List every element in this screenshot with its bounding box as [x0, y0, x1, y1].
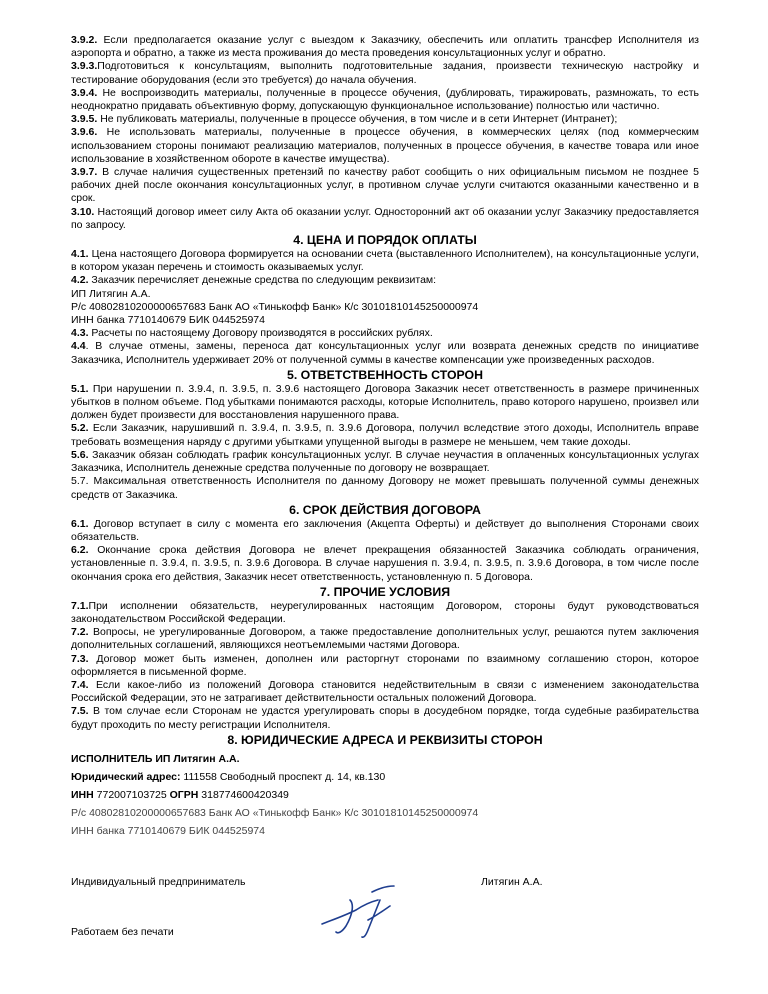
clause-number: 5.6. — [71, 448, 89, 461]
clause-paragraph — [71, 248, 699, 274]
clause-text: . В случае отмены, замены, переноса дат консультационных услуг или возврата денежных средств по инициативе Заказчика, Исполнитель удерживает 20% от полученной суммы в качестве компенсации уже произведенных расходов. — [71, 340, 699, 366]
clause-paragraph — [71, 383, 699, 423]
clause-paragraph — [71, 206, 699, 232]
clause-text: Договор вступает в силу с момента его заключения (Акцепта Оферты) и действует до выполнения Сторонами своих обязательств. — [71, 517, 699, 543]
clause-text: При нарушении п. 3.9.4, п. 3.9.5, п. 3.9.6 настоящего Договора Заказчик несет ответственность в размере причиненных убытков в полном объеме. Под убытками понимаются расходы, которые Исполнитель, право которого нарушено, произвел или должен будет произвести для восстановления нарушенного права. — [71, 382, 699, 422]
clause-text: В случае наличия существенных претензий по качеству работ сообщить о них официальным письмом не позднее 5 рабочих дней после окончания консультационных услуг, в противном случае услуги считаются оказанными качественно и в срок. — [71, 166, 699, 205]
clause-text: Если какое-либо из положений Договора становится недействительным в связи с изменением законодательства Российской Федерации, это не затрагивает действительности остальных положений Договора. — [71, 678, 699, 705]
clause-paragraph — [71, 34, 699, 60]
handwritten-signature — [320, 880, 405, 940]
clause-text: Договор может быть изменен, дополнен или расторгнут сторонами по взаимному соглашению сторон, которое оформляется в письменной форме. — [71, 652, 699, 678]
clause-number: 7.1. — [71, 599, 89, 612]
clause-text: 5.7. Максимальная ответственность Исполнителя по данному Договору не может превышать полученной суммы денежных средств от Заказчика. — [71, 475, 699, 501]
clause-paragraph — [71, 544, 699, 584]
clause-text: Подготовиться к консультациям, выполнить подготовительные задания, произвести техническую настройку и тестирование оборудования (если это требуется) до начала обучения. — [71, 60, 699, 86]
signer-name: Литягин А.А. — [481, 876, 543, 888]
clause-number: 4.1. — [71, 248, 89, 261]
bank-detail-line: Р/с 40802810200000657683 Банк АО «Тинькофф Банк» К/с 30101810145250000974 — [71, 300, 479, 313]
clause-number: 6.1. — [71, 517, 89, 530]
clause-number: 4.4 — [71, 340, 86, 353]
clause-number: 7.3. — [71, 652, 89, 665]
bank-account: Р/с 40802810200000657683 Банк АО «Тинькофф Банк» К/с 30101810145250000974 — [71, 806, 479, 819]
clause-text: Настоящий договор имеет силу Акта об оказании услуг. Односторонний акт об оказании услуг Заказчику предоставляется по запросу. — [71, 205, 699, 231]
clause-text: Если Заказчик, нарушивший п. 3.9.4, п. 3.9.5, п. 3.9.6 Договора, получил вследствие этого доходы, Исполнитель вправе требовать возмещения наряду с другими убытками упущенной выгоды в размере не меньшем, чем такие доходы. — [71, 422, 699, 448]
executor-requisites — [71, 750, 699, 840]
clause-number: 3.9.5. — [71, 113, 98, 126]
clause-paragraph — [71, 327, 699, 340]
clause-paragraph — [71, 626, 699, 652]
clause-number: 3.9.6. — [71, 126, 98, 139]
clause-number: 3.10. — [71, 205, 95, 218]
clause-paragraph — [71, 340, 699, 366]
section-heading: 8. ЮРИДИЧЕСКИЕ АДРЕСА И РЕКВИЗИТЫ СТОРОН — [227, 732, 543, 747]
clause-paragraph — [71, 679, 699, 705]
clause-number: 3.9.3. — [71, 60, 98, 73]
clause-number: 4.2. — [71, 274, 89, 287]
clause-text: Если предполагается оказание услуг с выездом к Заказчику, обеспечить или оплатить трансфер Исполнителя из аэропорта и обратно, а также из места проживания до места проведения консультационных услуг и обратно. — [71, 34, 699, 60]
clause-paragraph — [71, 422, 699, 448]
clause-number: 3.9.7. — [71, 166, 98, 179]
clause-paragraph — [71, 166, 699, 206]
clause-paragraph — [71, 126, 699, 166]
clause-paragraph — [71, 60, 699, 86]
clause-text: Не использовать материалы, полученные в процессе обучения, в коммерческих целях (под коммерческим использованием стороны понимают реализацию материалов, полученных в процессе обучения, в качестве товара или иное использование в хозяйственном обороте в качестве имущества). — [71, 126, 699, 165]
clause-number: 3.9.2. — [71, 34, 98, 46]
clause-number: 7.2. — [71, 626, 89, 639]
clause-text: Заказчик обязан соблюдать график консультационных услуг. В случае неучастия в оплаченных консультационных услугах Заказчика, Исполнитель денежные средства полученные по договору не возвращает. — [71, 448, 699, 475]
executor-title: ИСПОЛНИТЕЛЬ ИП Литягин А.А. — [71, 752, 240, 765]
clause-text: Цена настоящего Договора формируется на основании счета (выставленного Исполнителем), на консультационные услуги, в котором указан перечень и стоимость оказываемых услуг. — [71, 248, 699, 274]
section-heading: 6. СРОК ДЕЙСТВИЯ ДОГОВОРА — [289, 502, 481, 517]
clause-paragraph — [71, 705, 699, 731]
bank-detail-line: ИП Литягин А.А. — [71, 287, 151, 300]
clause-text: Заказчик перечисляет денежные средства по следующим реквизитам: — [88, 274, 437, 287]
clause-paragraph — [71, 449, 699, 475]
clause-number: 3.9.4. — [71, 86, 98, 99]
section-heading: 5. ОТВЕТСТВЕННОСТЬ СТОРОН — [286, 367, 483, 382]
clause-text: Окончание срока действия Договора не влечет прекращения обязанностей Заказчика соблюдать ограничения, установленные п. 3.9.4, п. 3.9.5, п. 3.9.6 Договора. В случае нарушения п. 3.9.4, п. 3.9.5, п. 3.9.6 Договора, в том числе после окончания срока его действия, Заказчик несет ответственность, установленную п. 5 Договора. — [71, 544, 699, 583]
no-stamp-note: Работаем без печати — [71, 926, 174, 938]
clause-text: Расчеты по настоящему Договору производятся в российских рублях. — [88, 327, 433, 340]
section-heading: 4. ЦЕНА И ПОРЯДОК ОПЛАТЫ — [293, 233, 477, 248]
clause-text: В том случае если Сторонам не удастся урегулировать споры в досудебном порядке, тогда судебные разбирательства будут проходить по месту регистрации Исполнителя. — [71, 705, 699, 731]
clause-number: 5.1. — [71, 382, 89, 395]
signer-title: Индивидуальный предприниматель — [71, 876, 246, 888]
clause-paragraph — [71, 274, 699, 287]
clause-number: 7.5. — [71, 705, 89, 718]
legal-address: Юридический адрес: 111558 Свободный проспект д. 14, кв.130 — [71, 770, 386, 783]
bank-detail-line: ИНН банка 7710140679 БИК 044525974 — [71, 314, 265, 327]
clause-text: При исполнении обязательств, неурегулированных настоящим Договором, стороны будут руководствоваться законодательством Российской Федерации. — [71, 599, 699, 625]
clause-paragraph — [71, 518, 699, 544]
clause-paragraph — [71, 113, 699, 126]
clause-number: 6.2. — [71, 544, 89, 557]
clause-paragraph — [71, 600, 699, 626]
clause-number: 5.2. — [71, 422, 89, 435]
contract-document — [71, 34, 699, 840]
bank-details: ИНН банка 7710140679 БИК 044525974 — [71, 824, 265, 837]
clause-text: Не воспроизводить материалы, полученные в процессе обучения, (дублировать, тиражировать, размножать, то есть неоднократно придавать объективную форму, допускающую функциональное использование) полностью или частично. — [71, 86, 699, 113]
clause-paragraph — [71, 653, 699, 679]
clause-text: Вопросы, не урегулированные Договором, а также предоставление дополнительных услуг, решаются путем заключения дополнительных соглашений, являющихся неотъемлемыми частями Договора. — [71, 626, 699, 652]
clause-paragraph — [71, 87, 699, 113]
section-heading: 7. ПРОЧИЕ УСЛОВИЯ — [319, 584, 451, 599]
inn-ogrn: ИНН 772007103725 ОГРН 318774600420349 — [71, 788, 289, 801]
clause-paragraph — [71, 475, 699, 501]
clause-number: 7.4. — [71, 678, 89, 691]
clause-text: Не публиковать материалы, полученные в процессе обучения, в том числе и в сети Интернет (Интранет); — [97, 113, 618, 126]
clause-number: 4.3. — [71, 327, 89, 340]
